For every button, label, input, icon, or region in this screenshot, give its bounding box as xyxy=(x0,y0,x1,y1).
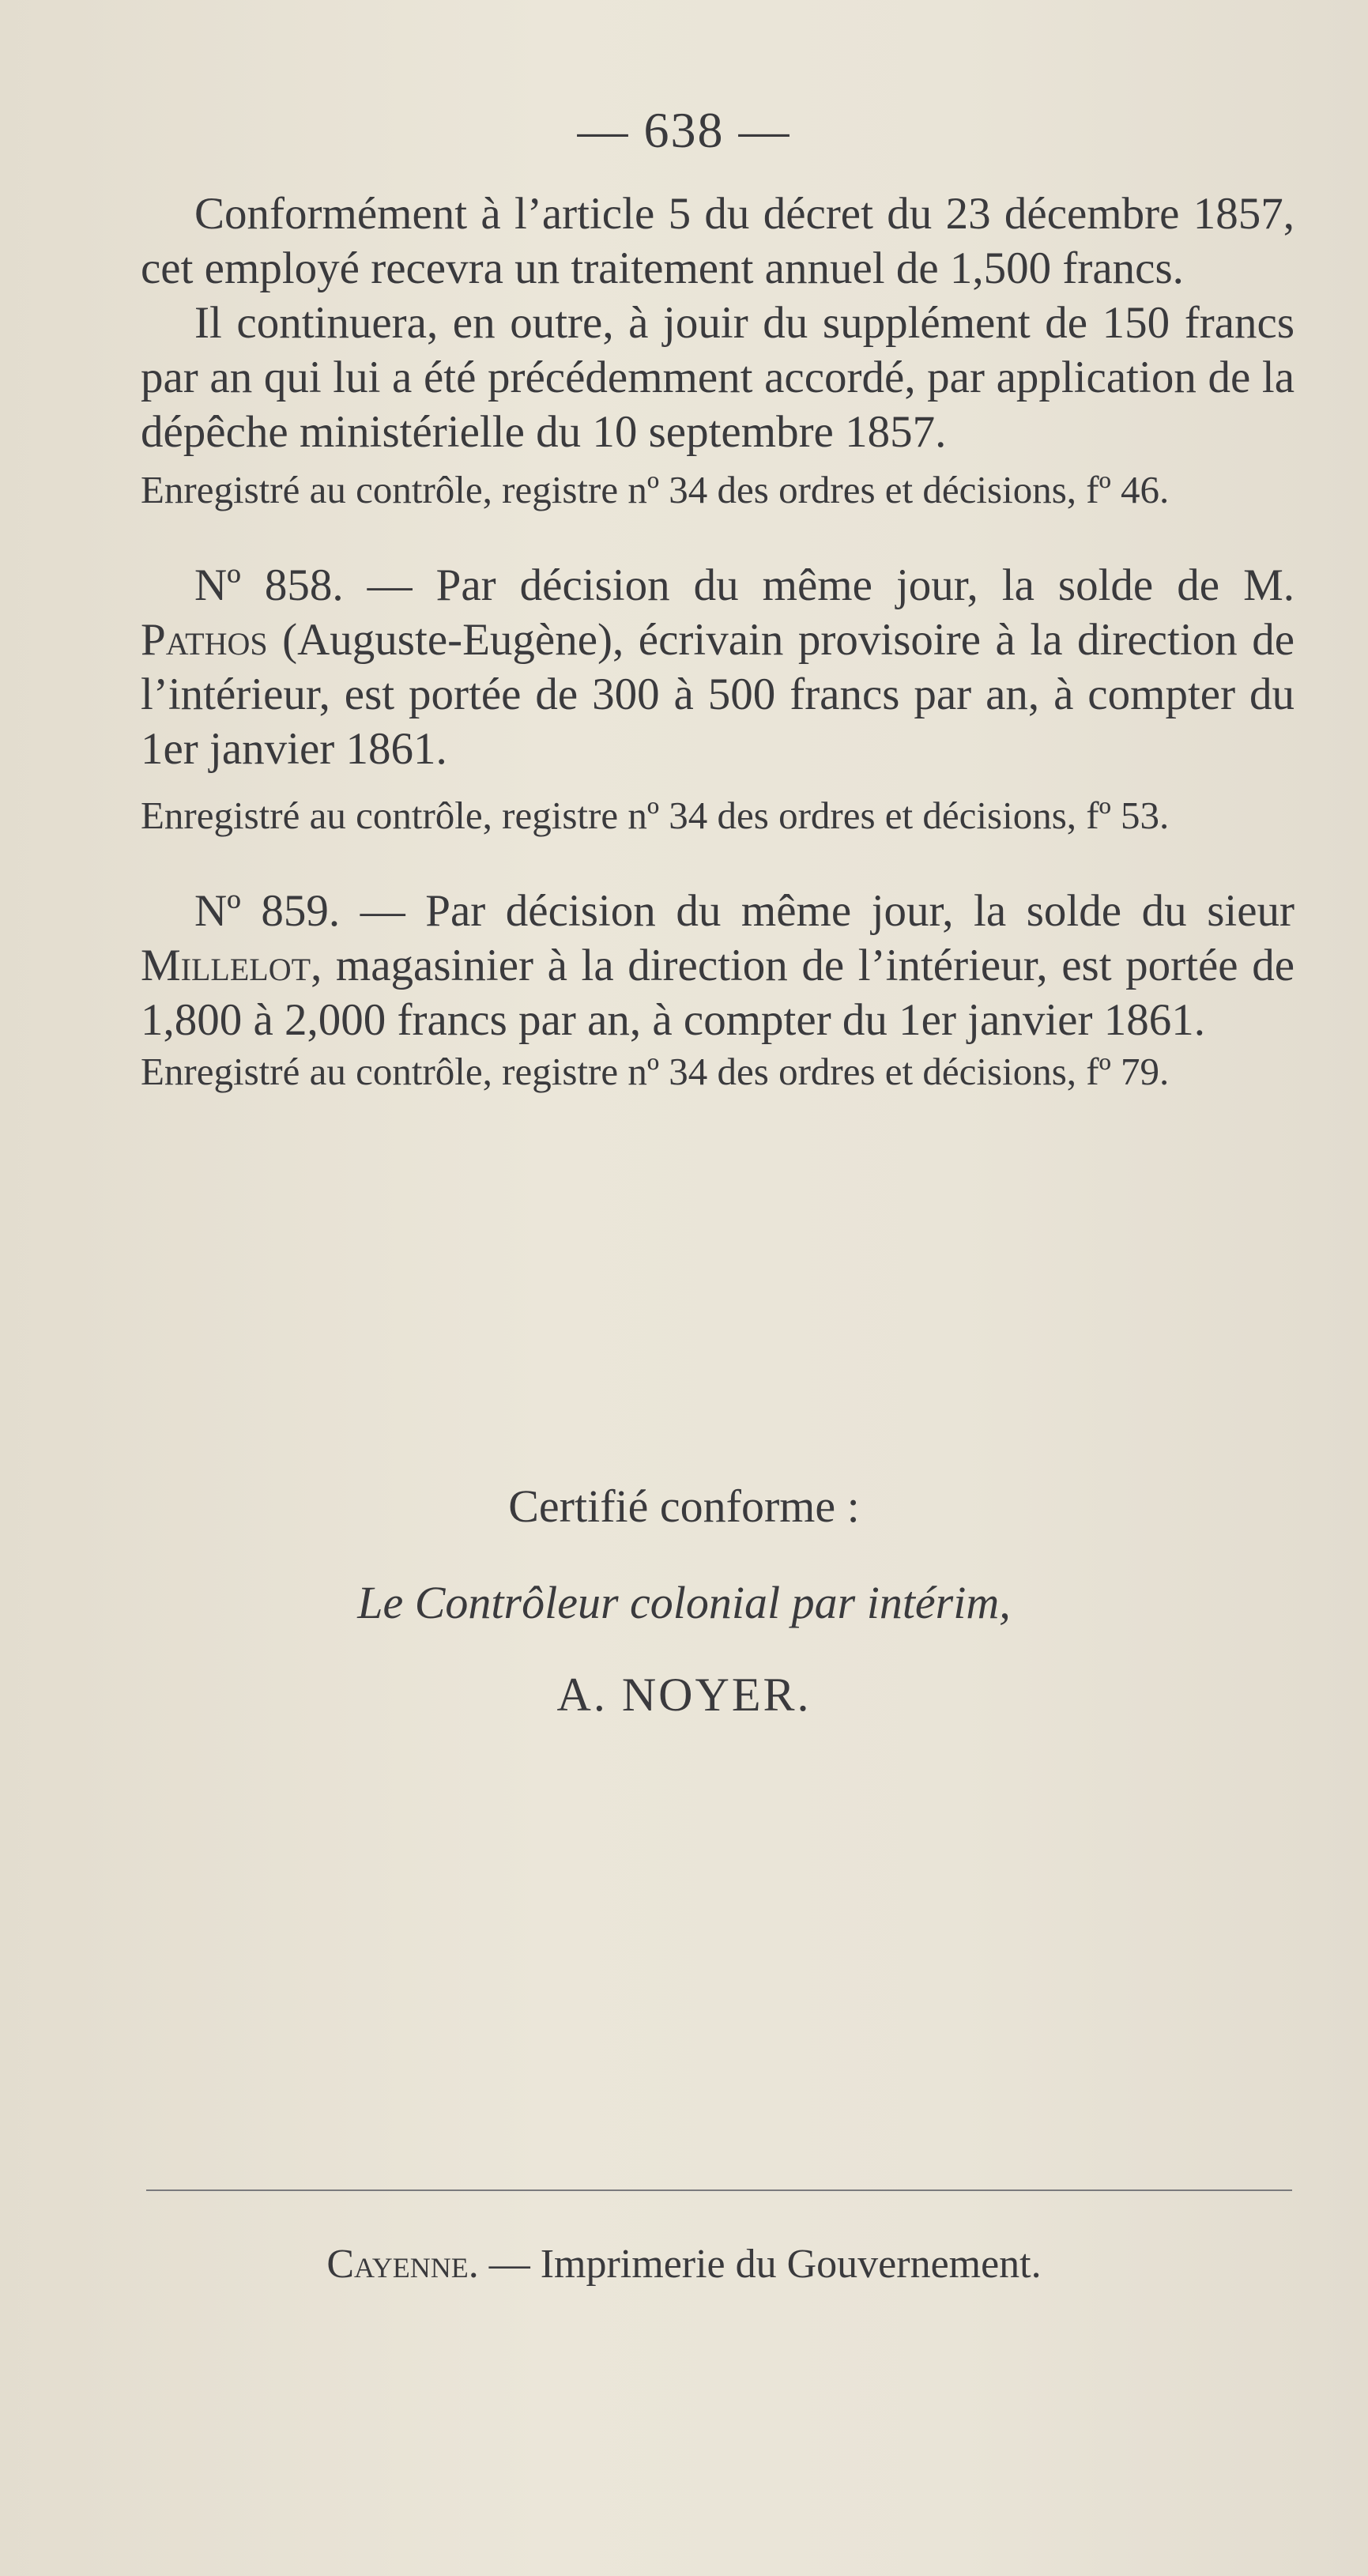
decision-858-text xyxy=(141,558,1295,776)
footer-printer: — Imprimerie du Gouvernement. xyxy=(478,2242,1042,2287)
paragraph-article-5 xyxy=(141,187,1295,296)
decision-859 xyxy=(141,884,1295,1047)
decision-858 xyxy=(141,558,1295,776)
paragraph-text: Il continuera, en outre, à jouir du supplément de 150 francs par an qui lui a été précédemment accordé, par application de la dépêche ministérielle du 10 septembre 1857. xyxy=(141,298,1295,457)
paragraph-text: Conformément à l’article 5 du décret du 23 décembre 1857, cet employé recevra un traitement annuel de 1,500 francs. xyxy=(141,189,1295,293)
signature-name: A. NOYER. xyxy=(556,1669,812,1721)
controller-title: Le Contrôleur colonial par intérim, xyxy=(357,1577,1011,1628)
registration-text: Enregistré au contrôle, registre nº 34 des ordres et décisions, fº 53. xyxy=(141,794,1170,837)
registration-note-2 xyxy=(141,792,1295,839)
decision-859-lead: Nº 859. — Par décision du même jour, la solde du sieur xyxy=(194,886,1295,936)
decision-858-rest: (Auguste-Eugène), écrivain provisoire à la direction de l’intérieur, est portée de 300 à 500 francs par an, à compter du 1er janvier 1861. xyxy=(141,615,1295,774)
registration-note-3 xyxy=(141,1048,1295,1096)
footer-divider xyxy=(146,2189,1292,2191)
paragraph-supplement xyxy=(141,296,1295,459)
registration-note-1 xyxy=(141,466,1295,514)
registration-text: Enregistré au contrôle, registre nº 34 des ordres et décisions, fº 79. xyxy=(141,1050,1170,1093)
decision-858-lead: Nº 858. — Par décision du même jour, la solde de M. xyxy=(194,560,1295,610)
footer-place: Cayenne. xyxy=(326,2242,479,2287)
registration-text: Enregistré au contrôle, registre nº 34 des ordres et décisions, fº 46. xyxy=(141,468,1170,511)
decision-859-text xyxy=(141,884,1295,1047)
decision-859-name: Millelot xyxy=(141,941,311,990)
printer-footer xyxy=(0,2241,1368,2287)
page-number: — 638 — xyxy=(577,102,791,158)
decision-859-rest: , magasinier à la direction de l’intérieur, est portée de 1,800 à 2,000 francs par an, à compter du 1er janvier 1861. xyxy=(141,941,1295,1045)
decision-858-name: Pathos xyxy=(141,615,268,665)
certification-heading: Certifié conforme : xyxy=(508,1480,860,1532)
